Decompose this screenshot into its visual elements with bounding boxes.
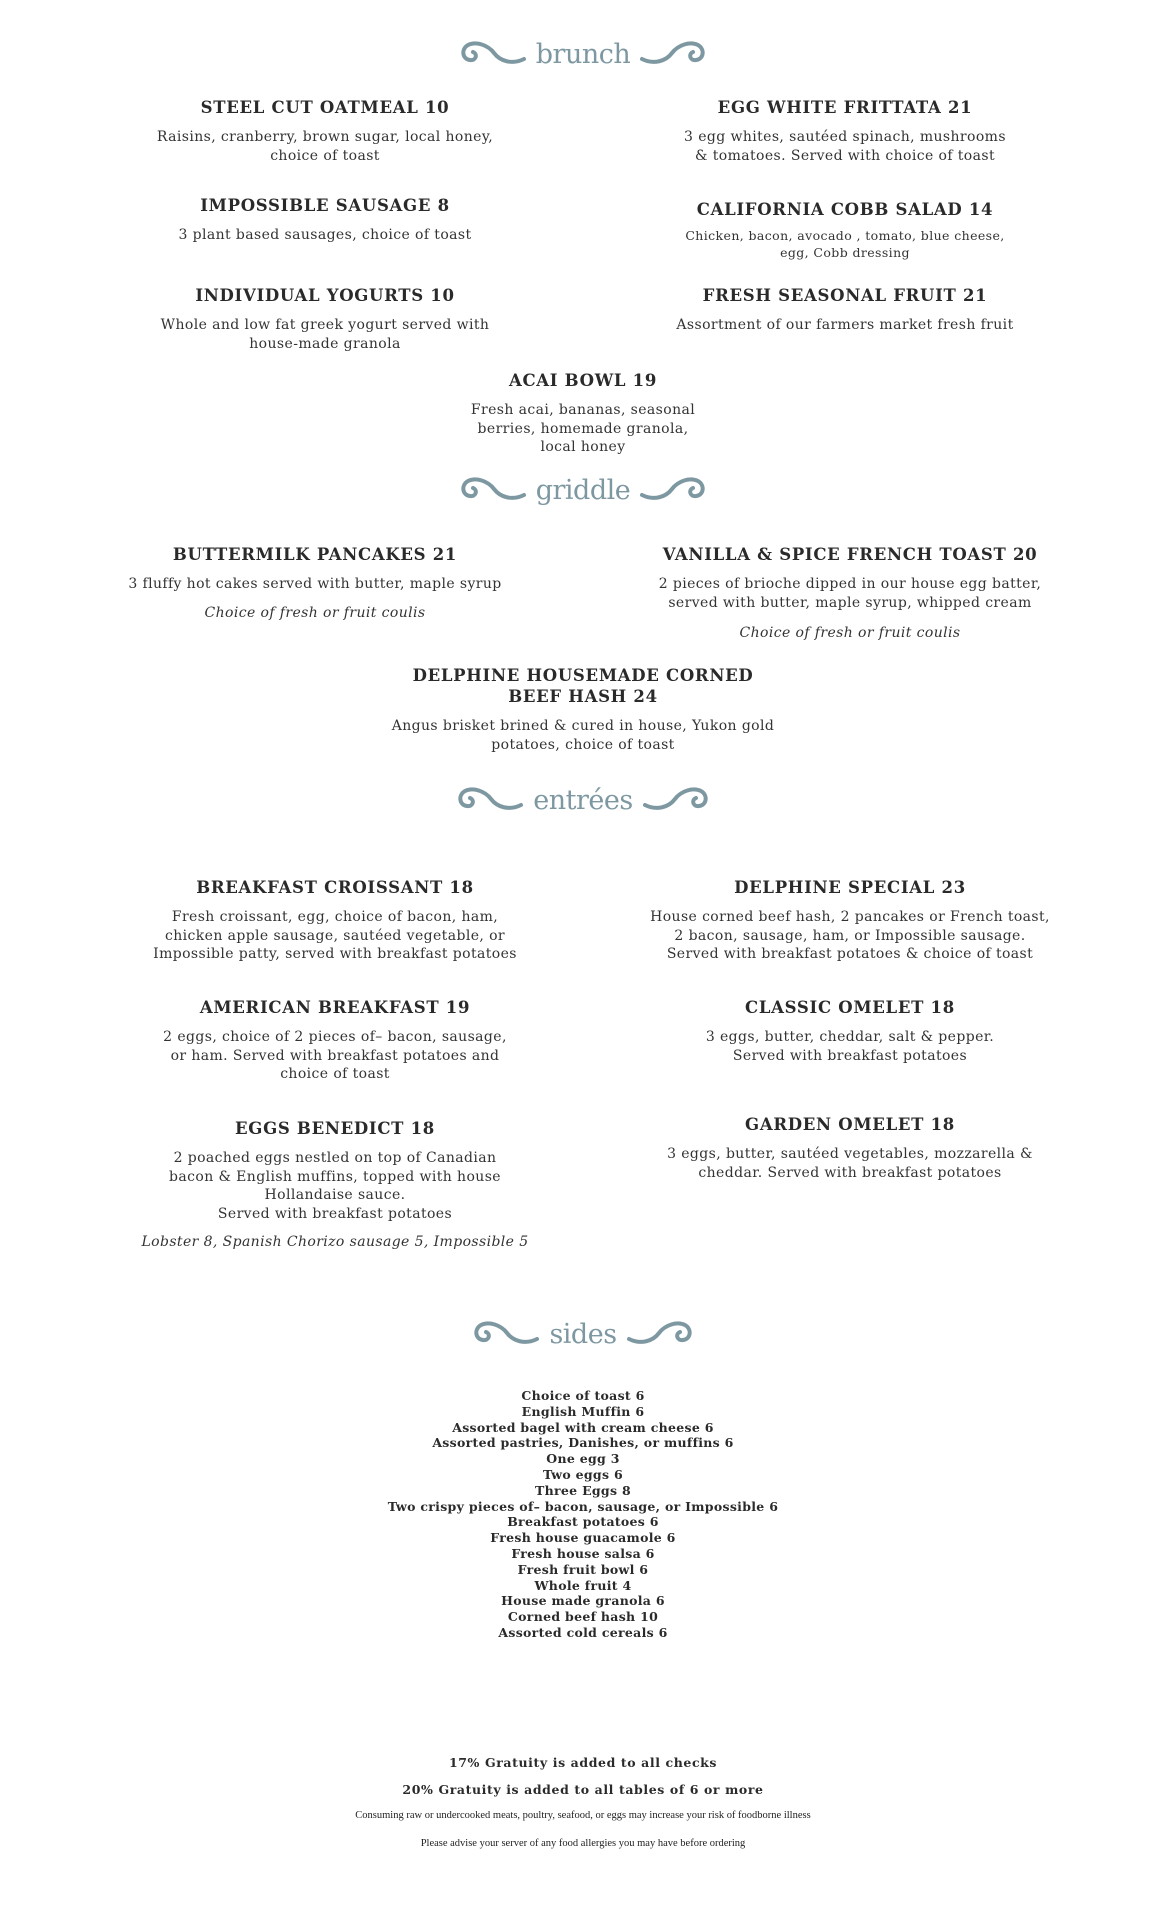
item-desc: Raisins, cranberry, brown sugar, local honey, choice of toast (156, 129, 494, 164)
item-name: BREAKFAST CROISSANT 18 (196, 878, 474, 897)
menu-item (610, 97, 1080, 165)
item-name: FRESH SEASONAL FRUIT 21 (702, 286, 988, 305)
list-item: Fresh fruit bowl 6 (517, 1561, 649, 1577)
list-item: Breakfast potatoes 6 (507, 1514, 659, 1530)
item-note: Choice of fresh or fruit coulis (204, 604, 426, 621)
item-name: INDIVIDUAL YOGURTS 10 (195, 286, 455, 305)
menu-item (90, 877, 580, 964)
item-name: VANILLA & SPICE FRENCH TOAST 20 (662, 545, 1038, 564)
item-name: IMPOSSIBLE SAUSAGE 8 (200, 196, 450, 215)
swirl-left-icon (469, 1317, 543, 1351)
item-name: STEEL CUT OATMEAL 10 (200, 98, 450, 117)
swirl-left-icon (453, 783, 527, 817)
gratuity-note: 17% Gratuity is added to all checks (448, 1755, 718, 1770)
swirl-right-icon (636, 473, 710, 507)
section-title: brunch (535, 38, 631, 70)
menu-item (90, 1118, 580, 1251)
item-desc: 2 pieces of brioche dipped in our house egg batter, served with butter, maple syrup, whipped cream (658, 576, 1042, 611)
item-desc: Fresh croissant, egg, choice of bacon, ham, chicken apple sausage, sautéed vegetable, or Impossible patty, served with breakfast potatoes (153, 909, 517, 962)
list-item: Two crispy pieces of– bacon, sausage, or Impossible 6 (387, 1498, 779, 1514)
item-name: EGGS BENEDICT 18 (235, 1119, 435, 1138)
item-name: DELPHINE SPECIAL 23 (734, 878, 966, 897)
section-title: griddle (535, 474, 631, 506)
gratuity-note: 20% Gratuity is added to all tables of 6 or more (402, 1782, 764, 1797)
health-warning: Consuming raw or undercooked meats, poultry, seafood, or eggs may increase your risk of foodborne illness (355, 1810, 811, 1821)
list-item: Choice of toast 6 (521, 1388, 645, 1403)
list-item: Assorted cold cereals 6 (498, 1624, 668, 1640)
item-name: ACAI BOWL 19 (508, 371, 658, 390)
item-desc: Fresh acai, bananas, seasonal berries, homemade granola, local honey (470, 402, 696, 455)
menu-item (600, 544, 1100, 642)
menu-item (80, 544, 550, 622)
item-desc: 3 plant based sausages, choice of toast (178, 227, 472, 243)
item-desc: Whole and low fat greek yogurt served with house-made granola (160, 317, 490, 352)
item-name: CALIFORNIA COBB SALAD 14 (696, 200, 994, 219)
menu-item (90, 997, 580, 1084)
menu-item (600, 997, 1100, 1065)
menu-item (610, 285, 1080, 335)
swirl-left-icon (456, 473, 530, 507)
list-item: English Muffin 6 (521, 1403, 645, 1419)
menu-item (333, 665, 833, 754)
item-desc: 3 eggs, butter, cheddar, salt & pepper. Served with breakfast potatoes (705, 1029, 995, 1064)
item-desc: 2 poached eggs nestled on top of Canadian bacon & English muffins, topped with house Hollandaise sauce. Served with breakfast potatoes (169, 1150, 501, 1222)
swirl-right-icon (636, 37, 710, 71)
item-desc: Angus brisket brined & cured in house, Yukon gold potatoes, choice of toast (391, 718, 775, 753)
section-header-sides (0, 1312, 1166, 1356)
menu-item (610, 199, 1080, 261)
list-item: Three Eggs 8 (535, 1482, 631, 1498)
item-desc: Assortment of our farmers market fresh fruit (676, 317, 1014, 333)
list-item: Assorted pastries, Danishes, or muffins 6 (432, 1435, 734, 1451)
item-desc: 2 eggs, choice of 2 pieces of– bacon, sausage, or ham. Served with breakfast potatoes and choice of toast (163, 1029, 507, 1082)
item-name: GARDEN OMELET 18 (745, 1115, 955, 1134)
menu-item (90, 195, 560, 245)
item-name: DELPHINE HOUSEMADE CORNED BEEF HASH 24 (412, 666, 754, 706)
item-name: AMERICAN BREAKFAST 19 (199, 998, 471, 1017)
section-title: sides (549, 1318, 617, 1350)
section-title: entrées (533, 784, 633, 816)
menu-item (600, 1114, 1100, 1182)
list-item: Fresh house salsa 6 (511, 1545, 655, 1561)
menu-item (90, 97, 560, 165)
list-item: Assorted bagel with cream cheese 6 (452, 1419, 714, 1435)
menu-item (90, 285, 560, 353)
item-desc: Chicken, bacon, avocado , tomato, blue cheese, egg, Cobb dressing (685, 228, 1005, 260)
section-header-entrees (0, 778, 1166, 822)
item-name: BUTTERMILK PANCAKES 21 (172, 545, 458, 564)
item-desc: 3 egg whites, sautéed spinach, mushrooms & tomatoes. Served with choice of toast (684, 129, 1006, 164)
swirl-right-icon (639, 783, 713, 817)
item-desc: 3 fluffy hot cakes served with butter, maple syrup (128, 576, 502, 592)
item-desc: House corned beef hash, 2 pancakes or French toast, 2 bacon, sausage, ham, or Impossible sausage. Served with breakfast potatoes & choice of toast (650, 909, 1050, 962)
swirl-right-icon (623, 1317, 697, 1351)
item-desc: 3 eggs, butter, sautéed vegetables, mozzarella & cheddar. Served with breakfast potatoes (667, 1146, 1033, 1181)
item-name: EGG WHITE FRITTATA 21 (717, 98, 973, 117)
section-header-brunch (0, 32, 1166, 76)
item-note: Lobster 8, Spanish Chorizo sausage 5, Impossible 5 (141, 1234, 529, 1250)
list-item: Two eggs 6 (543, 1466, 623, 1482)
menu-item (600, 877, 1100, 964)
list-item: Corned beef hash 10 (507, 1609, 659, 1625)
list-item: Fresh house guacamole 6 (490, 1530, 676, 1546)
list-item: House made granola 6 (501, 1593, 665, 1609)
section-header-griddle (0, 468, 1166, 512)
list-item: One egg 3 (546, 1451, 620, 1467)
list-item: Whole fruit 4 (534, 1577, 632, 1593)
item-name: CLASSIC OMELET 18 (745, 998, 955, 1017)
menu-item (383, 370, 783, 457)
allergy-note: Please advise your server of any food allergies you may have before ordering (420, 1838, 746, 1849)
swirl-left-icon (456, 37, 530, 71)
item-note: Choice of fresh or fruit coulis (739, 625, 961, 641)
sides-list (0, 1388, 1166, 1641)
